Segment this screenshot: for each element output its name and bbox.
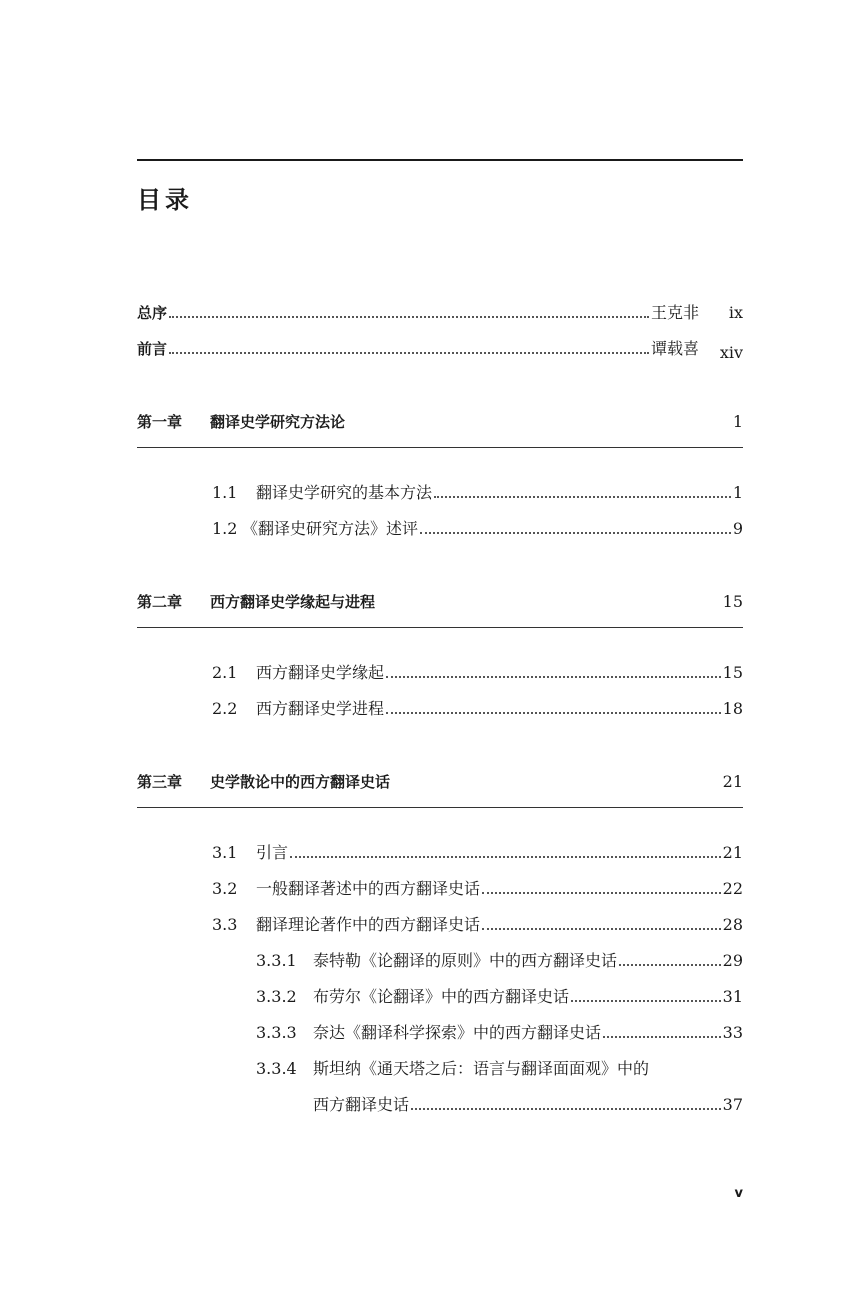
toc-entry-author: 谭载喜: [650, 339, 699, 358]
toc-subsection-3-3-3[interactable]: [256, 1023, 743, 1043]
toc-section-2-1[interactable]: [212, 663, 743, 683]
chapter-title: 史学散论中的西方翻译史话: [210, 773, 391, 791]
section-number: 3.3: [212, 915, 238, 934]
toc-section-2-2[interactable]: [212, 699, 743, 719]
subsection-page: 37: [722, 1095, 743, 1114]
toc-entry-author: 王克非: [650, 303, 699, 322]
section-title: 《翻译史研究方法》述评: [242, 519, 419, 538]
chapter-3-heading[interactable]: [137, 771, 743, 792]
subsection-title: 布劳尔《论翻译》中的西方翻译史话: [313, 987, 570, 1006]
top-rule: [137, 159, 743, 161]
section-number: 1.2: [212, 519, 238, 538]
leader-dots: [571, 1000, 721, 1002]
section-page: 9: [732, 519, 743, 538]
toc-subsection-3-3-2[interactable]: [256, 987, 743, 1007]
section-page: 18: [722, 699, 743, 718]
leader-dots: [169, 316, 649, 318]
subsection-title: 奈达《翻译科学探索》中的西方翻译史话: [313, 1023, 602, 1042]
section-page: 1: [732, 483, 743, 502]
section-page: 28: [722, 915, 743, 934]
leader-dots: [603, 1036, 721, 1038]
chapter-2-heading[interactable]: [137, 591, 743, 612]
section-title: 西方翻译史学进程: [256, 699, 385, 718]
toc-subsection-3-3-4[interactable]: [256, 1059, 743, 1079]
chapter-number: 第二章: [137, 593, 183, 611]
leader-dots: [290, 856, 721, 858]
toc-section-3-2[interactable]: [212, 879, 743, 899]
leader-dots: [386, 712, 721, 714]
leader-dots: [482, 892, 721, 894]
section-number: 2.2: [212, 699, 238, 718]
toc-entry-foreword[interactable]: [137, 339, 743, 362]
leader-dots: [169, 352, 649, 354]
toc-entry-label: 总序: [137, 304, 168, 322]
section-number: 2.1: [212, 663, 238, 682]
chapter-page: 15: [722, 592, 743, 611]
subsection-page: 33: [722, 1023, 743, 1042]
toc-entry-preface-general[interactable]: [137, 303, 743, 323]
chapter-divider: [137, 447, 743, 448]
subsection-page: 29: [722, 951, 743, 970]
toc-section-3-1[interactable]: [212, 843, 743, 863]
section-number: 3.2: [212, 879, 238, 898]
subsection-number: 3.3.2: [256, 987, 297, 1006]
chapter-title: 翻译史学研究方法论: [210, 413, 346, 431]
toc-entry-page: ix: [728, 303, 743, 322]
chapter-1-heading[interactable]: [137, 411, 743, 432]
section-title: 翻译理论著作中的西方翻译史话: [256, 915, 481, 934]
leader-dots: [619, 964, 721, 966]
subsection-title: 斯坦纳《通天塔之后：语言与翻译面面观》中的: [313, 1059, 650, 1078]
toc-entry-label: 前言: [137, 340, 168, 358]
section-title: 翻译史学研究的基本方法: [256, 483, 433, 502]
section-page: 22: [722, 879, 743, 898]
section-number: 1.1: [212, 483, 238, 502]
toc-section-1-1[interactable]: [212, 483, 743, 503]
leader-dots: [434, 496, 731, 498]
leader-dots: [482, 928, 721, 930]
chapter-page: 21: [722, 772, 743, 791]
chapter-divider: [137, 627, 743, 628]
section-page: 21: [722, 843, 743, 862]
section-title: 引言: [256, 843, 289, 862]
leader-dots: [420, 532, 731, 534]
leader-dots: [411, 1108, 721, 1110]
chapter-page: 1: [732, 412, 743, 431]
toc-subsection-3-3-4-cont[interactable]: [313, 1095, 743, 1115]
chapter-number: 第一章: [137, 413, 183, 431]
page-folio: v: [734, 1186, 743, 1201]
subsection-number: 3.3.4: [256, 1059, 297, 1078]
section-title: 一般翻译著述中的西方翻译史话: [256, 879, 481, 898]
page-title: 目录: [137, 186, 193, 214]
chapter-number: 第三章: [137, 773, 183, 791]
toc-section-3-3[interactable]: [212, 915, 743, 935]
leader-dots: [386, 676, 721, 678]
chapter-divider: [137, 807, 743, 808]
toc-section-1-2[interactable]: [212, 519, 743, 539]
subsection-number: 3.3.3: [256, 1023, 297, 1042]
subsection-page: 31: [722, 987, 743, 1006]
toc-subsection-3-3-1[interactable]: [256, 951, 743, 971]
subsection-title-cont: 西方翻译史话: [313, 1095, 410, 1114]
subsection-title: 泰特勒《论翻译的原则》中的西方翻译史话: [313, 951, 618, 970]
section-number: 3.1: [212, 843, 238, 862]
section-page: 15: [722, 663, 743, 682]
chapter-title: 西方翻译史学缘起与进程: [210, 593, 376, 611]
section-title: 西方翻译史学缘起: [256, 663, 385, 682]
toc-entry-page: xiv: [719, 343, 743, 362]
subsection-number: 3.3.1: [256, 951, 297, 970]
